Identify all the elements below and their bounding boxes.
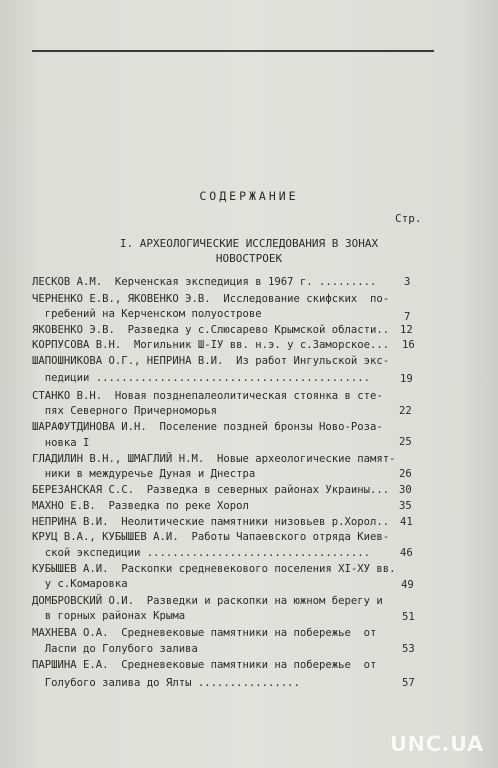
toc-entry-line: педиции ........................................... <box>32 372 371 384</box>
section-title-line-1: I. АРХЕОЛОГИЧЕСКИЕ ИССЛЕДОВАНИЯ В ЗОНАХ <box>119 237 379 250</box>
toc-entry-line: МАХНЕВА О.А. Средневековые памятники на побережье от <box>32 627 377 639</box>
toc-page-number: 25 <box>399 436 412 448</box>
toc-page-number: 22 <box>399 405 412 417</box>
contents-heading: СОДЕРЖАНИЕ <box>199 189 299 203</box>
toc-entry-line: ДОМБРОВСКИЙ О.И. Разведки и раскопки на южном берегу и <box>32 595 383 607</box>
toc-entry-line: новка I <box>32 437 90 449</box>
toc-entry-line: Ласпи до Голубого залива <box>32 643 198 655</box>
toc-entry-line: ЧЕРНЕНКО Е.В., ЯКОВЕНКО Э.В. Исследование скифских по- <box>32 293 390 305</box>
toc-page-number: 41 <box>400 516 413 528</box>
page-column-label: Стр. <box>395 212 422 225</box>
toc-page-number: 49 <box>401 579 414 591</box>
toc-entry-line: ЛЕСКОВ А.М. Керченская экспедиция в 1967 г. ......... <box>32 276 377 288</box>
toc-entry-line: МАХНО Е.В. Разведка по реке Хорол <box>32 500 249 512</box>
toc-entry-line: НЕПРИНА В.И. Неолитические памятники низовьев р.Хорол.. <box>32 516 390 528</box>
toc-page-number: 12 <box>400 324 413 336</box>
toc-entry-line: у с.Комаровка <box>32 578 128 590</box>
toc-entry-line: ЯКОВЕНКО Э.В. Разведка у с.Слюсарево Крымской области.. <box>32 324 390 336</box>
toc-page-number: 57 <box>402 677 415 689</box>
section-title-line-2: НОВОСТРОЕК <box>215 252 283 265</box>
toc-entry-line: СТАНКО В.Н. Новая позднепалеолитическая стоянка в сте- <box>32 390 383 402</box>
toc-page-number: 16 <box>402 339 415 351</box>
toc-entry-line: КУБЫШЕВ А.И. Раскопки средневекового поселения XI-ХУ вв. <box>32 563 396 575</box>
toc-entry-line: ШАРАФУТДИНОВА И.Н. Поселение поздней бронзы Ново-Роза- <box>32 421 383 433</box>
toc-page-number: 35 <box>399 500 412 512</box>
toc-entry-line: КРУЦ В.А., КУБЫШЕВ А.И. Работы Чапаевского отряда Киев- <box>32 531 390 543</box>
toc-entry-line: ской экспедиции ................................... <box>32 547 371 559</box>
toc-page-number: 7 <box>404 311 411 323</box>
toc-page-number: 51 <box>402 611 415 623</box>
toc-entry-line: КОРПУСОВА В.Н. Могильник Ш-IУ вв. н.э. у с.Заморское... <box>32 339 390 351</box>
toc-entry-line: пях Северного Причерноморья <box>32 405 217 417</box>
toc-entry-line: в горных районах Крыма <box>32 610 186 622</box>
toc-page-number: 30 <box>399 484 412 496</box>
toc-entry-line: ГЛАДИЛИН В.Н., ШМАГЛИЙ Н.М. Новые археологические памят- <box>32 453 396 465</box>
toc-entry-line: ники в междуречье Дуная и Днестра <box>32 468 256 480</box>
toc-entry-line: ПАРШИНА Е.А. Средневековые памятники на побережье от <box>32 659 377 671</box>
toc-page-number: 53 <box>402 643 415 655</box>
toc-entry-line: Голубого залива до Ялты ................ <box>32 677 300 689</box>
toc-page-number: 3 <box>404 276 411 288</box>
toc-entry-line: ШАПОШНИКОВА О.Г., НЕПРИНА В.И. Из работ Ингульской экс- <box>32 355 390 367</box>
toc-page-number: 46 <box>400 547 413 559</box>
toc-entry-line: БЕРЕЗАНСКАЯ С.С. Разведка в северных районах Украины... <box>32 484 390 496</box>
toc-page-number: 26 <box>399 468 412 480</box>
toc-entry-line: гребений на Керченском полуострове <box>32 308 262 320</box>
watermark-logo: UNC.UA <box>390 732 484 756</box>
toc-page-number: 19 <box>400 373 413 385</box>
